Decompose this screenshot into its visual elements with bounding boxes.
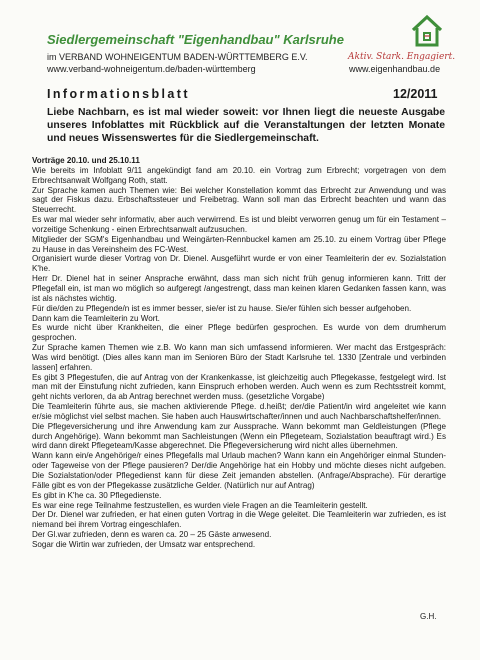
article-paragraph: Sogar die Wirtin war zufrieden, der Umsatz war entsprechend. [32,539,256,549]
house-logo-icon [410,14,444,48]
association-line: im VERBAND WOHNEIGENTUM BADEN-WÜRTTEMBERG E.V. [47,52,308,62]
article-paragraph: Herr Dr. Dienel hat in seiner Ansprache erwähnt, dass man sich nicht früh genug informieren kann. Tritt der Pflegefall ein, ist man wo möglich so aufgeregt /angestrengt, dass man keinen klaren Gedanken fassen kann, was ist als nächstes wichtig. [32,274,446,303]
signature: G.H. [420,612,437,621]
article-paragraph: Es gibt in K'he ca. 30 Pflegedienste. [32,490,162,500]
article-paragraph: Es war mal wieder sehr informativ, aber auch verwirrend. Es ist und bleibt verworren genug um für ein Testament – vorzeitige Schenkung - einen Erbrechtsanwalt aufzusuchen. [32,215,446,234]
article-paragraph: Die Teamleiterin führte aus, sie machen aktivierende Pflege. d.heißt; der/die Patient/in wird angeleitet wie kann er/sie möglichst viel selbst machen. Sie haben auch Hauswirtschafter/innen und auch Nachbarschaftshelfer/innen. [32,402,446,421]
article-paragraph: Der Gl.war zufrieden, denn es waren ca. 20 – 25 Gäste anwesend. [32,530,272,540]
article-body [32,156,446,550]
article-paragraph: Wann kann ein/e Angehörige/r eines Pflegefalls mal Urlaub machen? Wann kann ein Angehöriger einmal Stunden- oder Tageweise von der Pflege pausieren? Der/die Angehörige hat ein Hobby und möchte dieses nicht aufgeben. Die Sozialstation/oder Pflegedienst kann für diese Zeit jemanden abstellen. (Anfrage/Absprache). Für derartige Fälle gibt es von der Pflegekasse zusätzliche Gelder. (Natürlich nur auf Antrag) [32,451,446,490]
verband-url[interactable]: www.verband-wohneigentum.de/baden-württemberg [47,64,256,74]
article-paragraph: Organisiert wurde dieser Vortrag von Dr. Dienel. Ausgeführt wurde er von einer Teamleiterin der ev. Sozialstation K'he. [32,254,446,274]
intro-paragraph [47,106,445,146]
article-paragraph: Für die/den zu Pflegende/n ist es immer besser, sie/er ist zu hause. Sie/er fühlen sich besser aufgehoben. [32,303,412,313]
article-paragraph: Es gibt 3 Pflegestufen, die auf Antrag von der Krankenkasse, ist gleichzeitig auch Pflegekasse, festgelegt wird. Ist man mit der Einstufung nicht zufrieden, kann Einspruch erhoben werden. Auch wenn es zum Rechtsstreit kommt, geht nichts verloren, da ab Antrag berechnet werden muss. (gesetzliche Vorgabe) [32,372,446,402]
article-paragraph: Zur Sprache kamen Themen wie z.B. Wo kann man sich umfassend informieren. Wer macht das Erstgespräch: Was wird benötigt. (Dies alles kann man im Senioren Büro der Stadt Karlsruhe tel. 1330 [Zentrale und verbinden lassen] erfahren. [32,343,446,372]
article-paragraph: Es war eine rege Teilnahme festzustellen, es wurden viele Fragen an die Teamleiterin gestellt. [32,500,368,510]
home-url[interactable]: www.eigenhandbau.de [349,64,441,74]
issue-number: 12/2011 [393,87,438,101]
article-paragraph: Dann kam die Teamleiterin zu Wort. [32,313,160,323]
article-subtitle: Vorträge 20.10. und 25.10.11 [32,156,140,165]
org-title: Siedlergemeinschaft "Eigenhandbau" Karlsruhe [47,32,344,47]
article-paragraph: Wie bereits im Infoblatt 9/11 angekündigt fand am 20.10. ein Vortrag zum Erbrecht; vorgetragen von dem Erbrechtsanwalt Wolfgang Roth, statt. [32,165,446,185]
article-paragraph: Der Dr. Dienel war zufrieden, er hat einen guten Vortrag in die Wege geleitet. Die Teamleiterin war zufrieden, es ist niemand bei ihrem Vortrag eingeschlafen. [32,510,446,530]
article-paragraph: Die Pflegeversicherung und ihre Anwendung kam zur Aussprache. Wann bekommt man Geldleistungen (Pflege durch Angehörige). Wann bekommt man Sachleistungen (Wenn ein Pflegeteam, Sozialstation beauftragt wird.) Es wird dann direkt Pflegeteam/Kasse abgerechnet. Die Pflegeversicherung wird nicht alles übernehmen. [32,421,446,451]
article-paragraph: Zur Sprache kamen auch Themen wie: Bei welcher Konstellation kommt das Erbrecht zur Anwendung und was sagt der Fiskus dazu. Erbschaftssteuer und Freibetrag. Wann soll man das Erbrecht beachten und wann das Steuerrecht. [32,185,446,215]
newsletter-title: Informationsblatt [47,87,190,101]
intro-greeting: Liebe Nachbarn [47,107,126,118]
article-paragraph: Mitglieder der SGM's Eigenhandbau und Weingärten-Rennbuckel kamen am 25.10. zu einem Vortrag über Pflege zu Hause in das Vereinsheim des FC-West. [32,234,446,254]
intro-text: , es ist mal wieder soweit: vor Ihnen liegt die neueste Ausgabe unseres Infoblattes mit Rückblick auf die Veranstaltungen der letzten Monate und neues Wissenswertes für die Siedlergemeinschaft. [47,107,445,145]
article-paragraph: Es wurde nicht über Krankheiten, die einer Pflege bedürfen gesprochen. Es wurde von dem drumherum gesprochen. [32,323,446,343]
slogan: Aktiv. Stark. Engagiert. [348,52,456,62]
